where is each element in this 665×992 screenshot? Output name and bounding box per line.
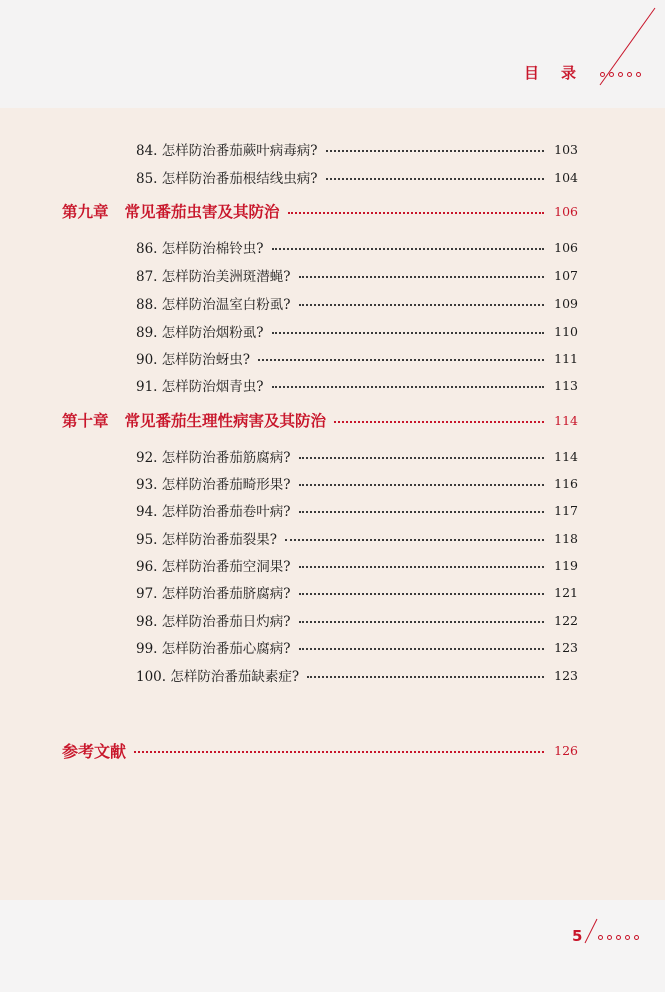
- toc-entry[interactable]: [136, 554, 578, 576]
- dot-leader: [285, 539, 544, 541]
- toc-entry[interactable]: [136, 292, 578, 314]
- header-title: 目录: [524, 64, 599, 82]
- toc-entry-page: 107: [554, 267, 578, 283]
- dot-leader: [299, 648, 545, 650]
- references-page: 126: [554, 742, 578, 758]
- dot-leader: [334, 421, 544, 423]
- toc-entry-label: 85. 怎样防治番茄根结线虫病?: [136, 171, 318, 187]
- dot-leader: [299, 484, 545, 486]
- toc-entry[interactable]: [136, 264, 578, 286]
- toc-entry-label: 86. 怎样防治棉铃虫?: [136, 241, 264, 257]
- toc-entry[interactable]: [136, 236, 578, 258]
- toc-entry[interactable]: [136, 609, 578, 631]
- footer-dots: [598, 935, 639, 940]
- toc-entry[interactable]: [136, 445, 578, 467]
- chapter-page: 106: [554, 203, 578, 219]
- dot-leader: [299, 566, 545, 568]
- toc-entry[interactable]: [136, 527, 578, 549]
- toc-entry-page: 113: [554, 377, 578, 393]
- toc-entry[interactable]: [136, 374, 578, 396]
- toc-entry-page: 118: [554, 530, 578, 546]
- toc-entry[interactable]: [136, 320, 578, 342]
- toc-entry[interactable]: [136, 166, 578, 188]
- toc-entry[interactable]: [136, 347, 578, 369]
- toc-entry-page: 104: [554, 169, 578, 185]
- dot-leader: [299, 593, 545, 595]
- toc-entry-page: 117: [554, 502, 578, 518]
- chapter-title: 常见番茄虫害及其防治: [124, 203, 280, 221]
- toc-entry-label: 92. 怎样防治番茄筋腐病?: [136, 450, 291, 466]
- toc-entry-label: 98. 怎样防治番茄日灼病?: [136, 614, 291, 630]
- toc-entry-page: 111: [554, 350, 578, 366]
- dot-leader: [258, 359, 544, 361]
- references-title: 参考文献: [62, 741, 127, 761]
- toc-entry-page: 114: [554, 448, 578, 464]
- chapter-number: 第十章: [62, 412, 109, 430]
- toc-entry-page: 119: [554, 557, 578, 573]
- toc-entry-page: 109: [554, 295, 578, 311]
- toc-entry-page: 122: [554, 612, 578, 628]
- toc-entry-page: 123: [554, 639, 578, 655]
- toc-entry-label: 96. 怎样防治番茄空洞果?: [136, 559, 291, 575]
- chapter-page: 114: [554, 412, 578, 428]
- toc-entry-label: 99. 怎样防治番茄心腐病?: [136, 641, 291, 657]
- toc-entry-label: 90. 怎样防治蚜虫?: [136, 352, 250, 368]
- toc-entry[interactable]: [136, 138, 578, 160]
- dot-leader: [134, 751, 544, 753]
- dot-leader: [299, 621, 545, 623]
- chapter-title: 常见番茄生理性病害及其防治: [124, 412, 327, 430]
- dot-leader: [272, 248, 545, 250]
- folio-slash-line: [584, 918, 598, 944]
- toc-entry-page: 110: [554, 323, 578, 339]
- page-number: 5: [572, 927, 583, 945]
- toc-entry-page: 121: [554, 584, 578, 600]
- toc-entry-page: 103: [554, 141, 578, 157]
- toc-entry-label: 88. 怎样防治温室白粉虱?: [136, 297, 291, 313]
- toc-entry[interactable]: [136, 664, 578, 686]
- dot-leader: [272, 332, 545, 334]
- toc-entry-label: 89. 怎样防治烟粉虱?: [136, 325, 264, 341]
- toc-entry-page: 123: [554, 667, 578, 683]
- toc-entry-label: 100. 怎样防治番茄缺素症?: [136, 669, 300, 685]
- toc-entry[interactable]: [136, 472, 578, 494]
- toc-entry-label: 84. 怎样防治番茄蕨叶病毒病?: [136, 143, 318, 159]
- dot-leader: [299, 276, 545, 278]
- references-heading[interactable]: [62, 739, 578, 761]
- decorative-diagonal-line: [0, 0, 665, 110]
- toc-entry-label: 95. 怎样防治番茄裂果?: [136, 532, 277, 548]
- chapter-number: 第九章: [62, 203, 109, 221]
- toc-entry-page: 116: [554, 475, 578, 491]
- toc-entry-label: 94. 怎样防治番茄卷叶病?: [136, 504, 291, 520]
- dot-leader: [272, 386, 545, 388]
- toc-entry-label: 97. 怎样防治番茄脐腐病?: [136, 586, 291, 602]
- dot-leader: [299, 511, 545, 513]
- toc-entry[interactable]: [136, 499, 578, 521]
- toc-entry[interactable]: [136, 636, 578, 658]
- dot-leader: [288, 212, 544, 214]
- toc-entry-label: 87. 怎样防治美洲斑潜蝇?: [136, 269, 291, 285]
- toc-entry-page: 106: [554, 239, 578, 255]
- chapter-heading-9[interactable]: [62, 200, 578, 222]
- footer-band: [0, 900, 665, 992]
- toc-entry-label: 91. 怎样防治烟青虫?: [136, 379, 264, 395]
- toc-entry[interactable]: [136, 581, 578, 603]
- dot-leader: [326, 178, 545, 180]
- header-dots: [600, 72, 641, 77]
- chapter-heading-10[interactable]: [62, 409, 578, 431]
- dot-leader: [299, 457, 545, 459]
- dot-leader: [299, 304, 545, 306]
- dot-leader: [307, 676, 544, 678]
- dot-leader: [326, 150, 545, 152]
- toc-entry-label: 93. 怎样防治番茄畸形果?: [136, 477, 291, 493]
